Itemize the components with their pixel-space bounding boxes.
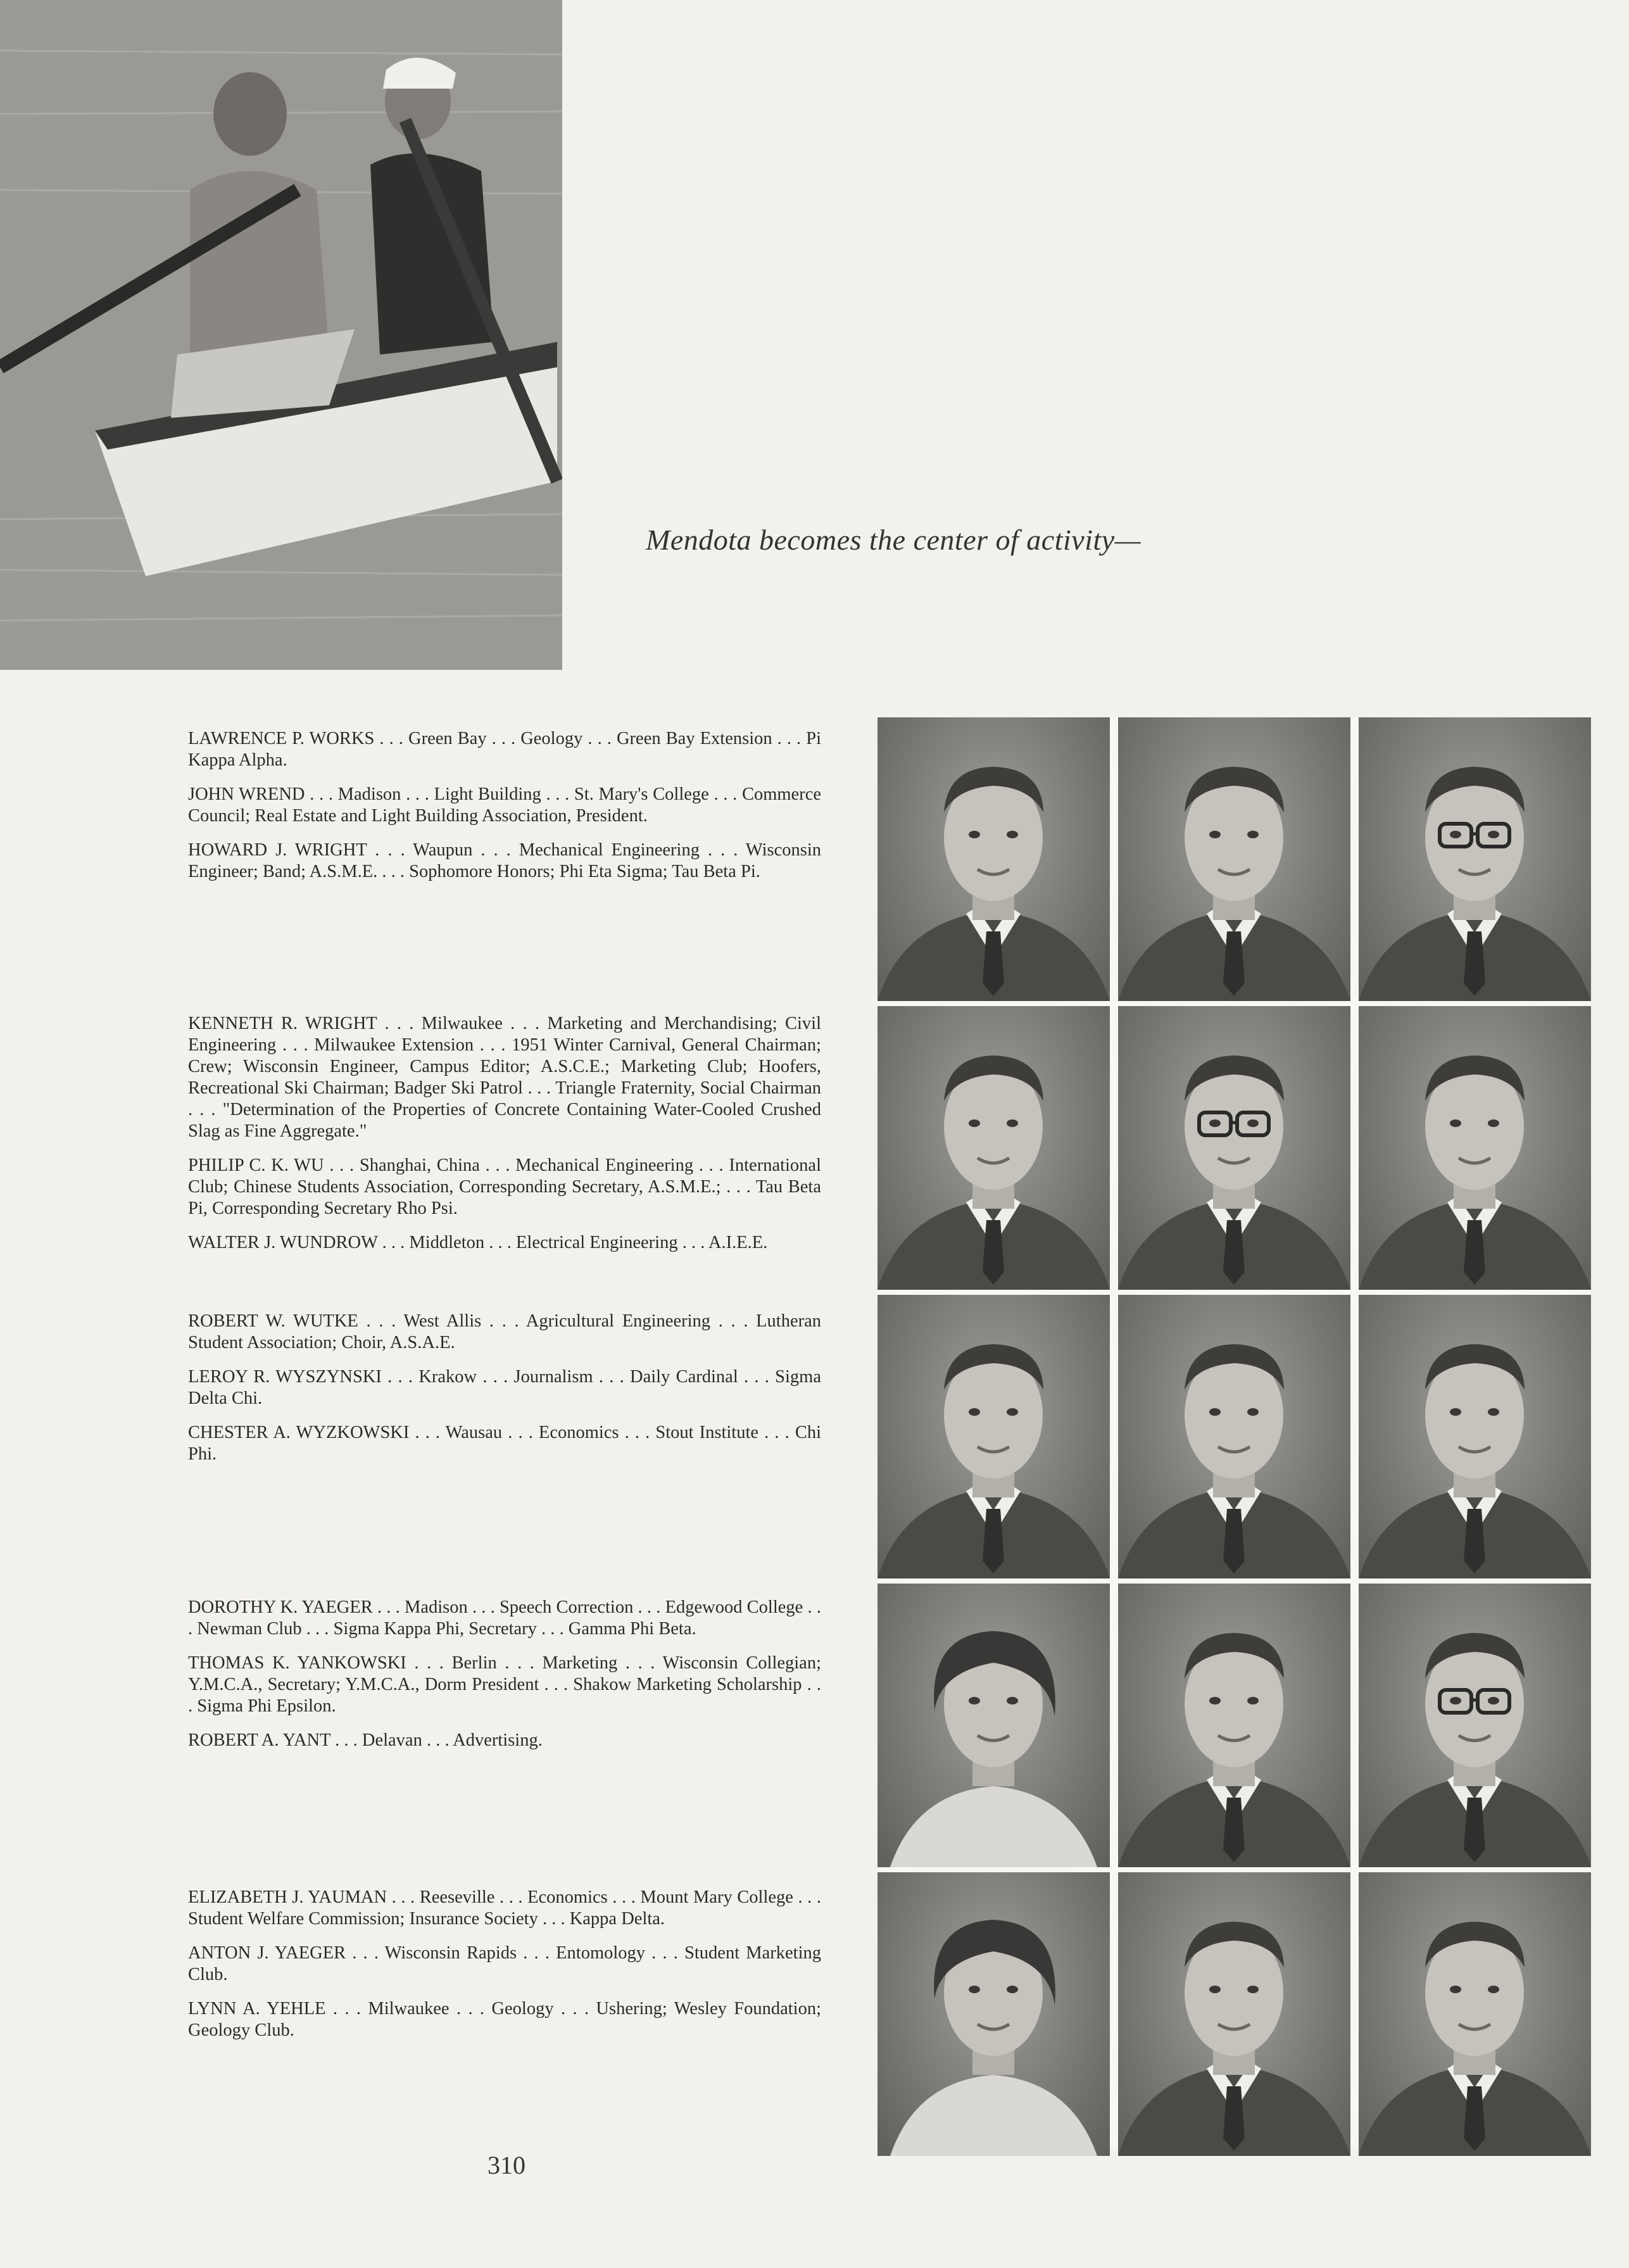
student-portrait (877, 1295, 1110, 1578)
bio-group-1 (188, 728, 821, 895)
student-portrait (877, 717, 1110, 1001)
portrait-row (877, 1006, 1591, 1290)
student-portrait (1359, 1872, 1591, 2156)
bio-entry: PHILIP C. K. WU . . . Shanghai, China . . . Mechanical Engineering . . . International Club; Chinese Students Association, Corresponding Secretary, A.S.M.E.; . . . Tau Beta Pi, Corresponding Secretary Rho Psi. (188, 1156, 821, 1218)
bio-group-4 (188, 1597, 821, 1764)
photo-caption: Mendota becomes the center of activity— (646, 524, 1142, 556)
bio-entry: LAWRENCE P. WORKS . . . Green Bay . . . Geology . . . Green Bay Extension . . . Pi Kappa Alpha. (188, 729, 821, 770)
bio-entry: WALTER J. WUNDROW . . . Middleton . . . Electrical Engineering . . . A.I.E.E. (188, 1233, 768, 1252)
student-portrait (1359, 1006, 1591, 1290)
student-portrait (1118, 1584, 1350, 1867)
student-portrait (877, 1584, 1110, 1867)
portrait-row (877, 717, 1591, 1001)
student-portrait (1359, 1295, 1591, 1578)
bio-entry: ANTON J. YAEGER . . . Wisconsin Rapids . . . Entomology . . . Student Marketing Club. (188, 1943, 821, 1984)
student-portrait (1359, 717, 1591, 1001)
rowing-boat-photo (0, 0, 562, 670)
bio-entry: HOWARD J. WRIGHT . . . Waupun . . . Mechanical Engineering . . . Wisconsin Engineer; Band; A.S.M.E. . . . Sophomore Honors; Phi Eta Sigma; Tau Beta Pi. (188, 840, 821, 881)
page-number: 310 (487, 2151, 525, 2179)
bio-entry: THOMAS K. YANKOWSKI . . . Berlin . . . Marketing . . . Wisconsin Collegian; Y.M.C.A., Secretary; Y.M.C.A., Dorm President . . . Shakow Marketing Scholarship . . . Sigma Phi Epsilon. (188, 1653, 821, 1716)
bio-entry: ROBERT W. WUTKE . . . West Allis . . . Agricultural Engineering . . . Lutheran Student Association; Choir, A.S.A.E. (188, 1311, 821, 1352)
student-portrait (1359, 1584, 1591, 1867)
bio-entry: ELIZABETH J. YAUMAN . . . Reeseville . . . Economics . . . Mount Mary College . . . Student Welfare Commission; Insurance Society . . . Kappa Delta. (188, 1887, 821, 1929)
student-portrait (1118, 1295, 1350, 1578)
portrait-row (877, 1872, 1591, 2156)
bio-group-5 (188, 1887, 821, 2054)
student-portrait (1118, 1872, 1350, 2156)
portrait-row (877, 1584, 1591, 1867)
bio-entry: DOROTHY K. YAEGER . . . Madison . . . Speech Correction . . . Edgewood College . . . Newman Club . . . Sigma Kappa Phi, Secretary . . . Gamma Phi Beta. (188, 1597, 821, 1639)
portrait-grid (877, 717, 1591, 2148)
bio-group-3 (188, 1311, 821, 1478)
bio-entry: ROBERT A. YANT . . . Delavan . . . Advertising. (188, 1730, 543, 1750)
student-portrait (1118, 1006, 1350, 1290)
portrait-row (877, 1295, 1591, 1578)
student-portrait (877, 1872, 1110, 2156)
bio-entry: LYNN A. YEHLE . . . Milwaukee . . . Geology . . . Ushering; Wesley Foundation; Geology Club. (188, 1999, 821, 2040)
bio-entry: LEROY R. WYSZYNSKI . . . Krakow . . . Journalism . . . Daily Cardinal . . . Sigma Delta Chi. (188, 1367, 821, 1408)
bio-entry: CHESTER A. WYZKOWSKI . . . Wausau . . . Economics . . . Stout Institute . . . Chi Phi. (188, 1423, 821, 1464)
bio-group-2 (188, 1013, 821, 1266)
bio-entry: KENNETH R. WRIGHT . . . Milwaukee . . . Marketing and Merchandising; Civil Engineering . . . Milwaukee Extension . . . 1951 Winter Carnival, General Chairman; Crew; Wisconsin Engineer, Campus Editor; A.S.C.E.; Marketing Club; Hoofers, Recreational Ski Chairman; Badger Ski Patrol . . . Triangle Fraternity, Social Chairman . . . "Determination of the Properties of Concrete Containing Water-Cooled Crushed Slag as Fine Aggregate." (188, 1014, 821, 1141)
student-portrait (1118, 717, 1350, 1001)
bio-entry: JOHN WREND . . . Madison . . . Light Building . . . St. Mary's College . . . Commerce Council; Real Estate and Light Building Association, President. (188, 784, 821, 826)
student-portrait (877, 1006, 1110, 1290)
